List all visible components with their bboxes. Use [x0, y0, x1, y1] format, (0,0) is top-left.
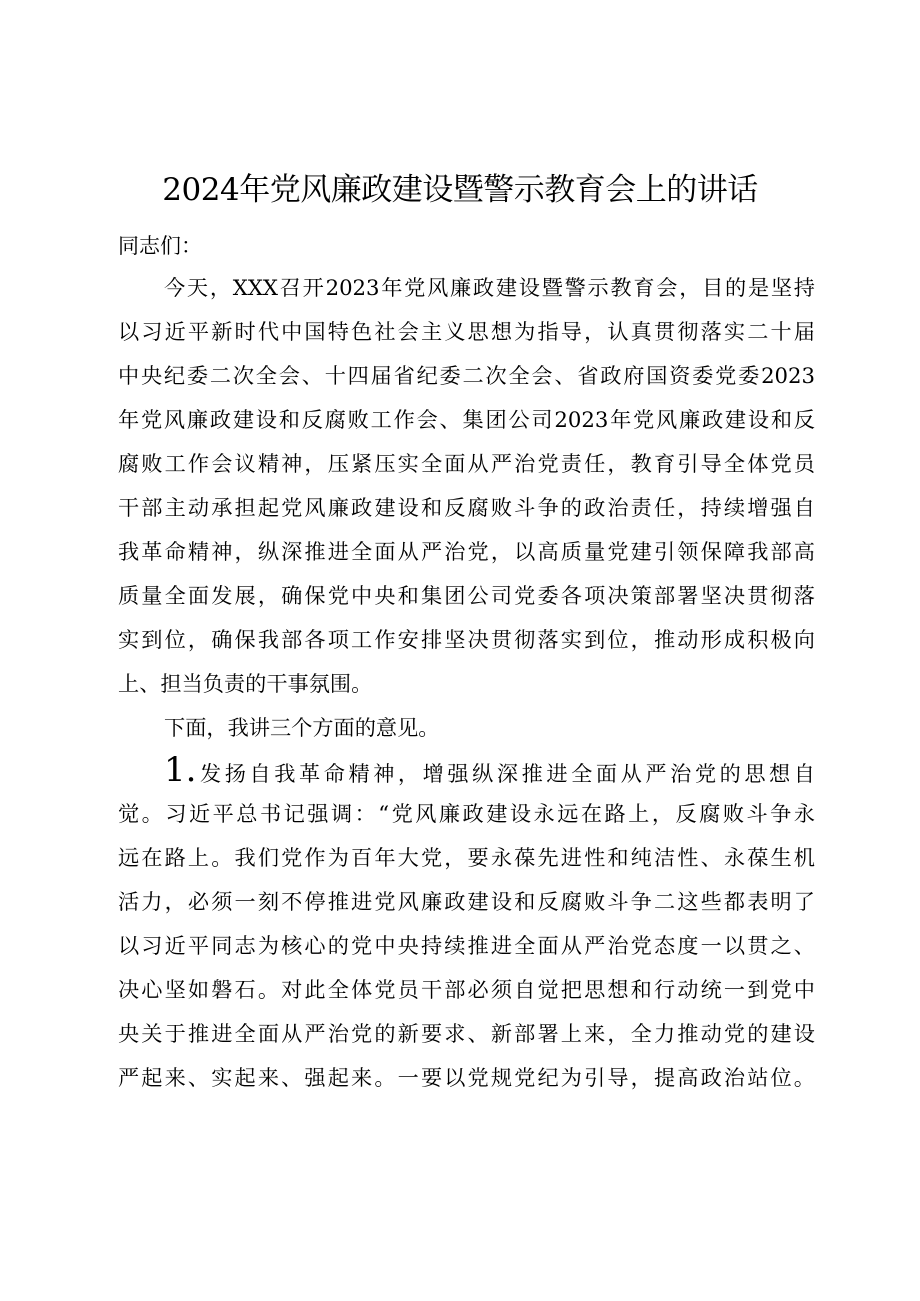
paragraph-line: 今天，XXX召开2023年党风廉政建设暨警示教育会，目的是坚持 [164, 275, 815, 300]
paragraph-line: 以习近平新时代中国特色社会主义思想为指导，认真贯彻落实二十届 [118, 319, 815, 344]
paragraph-line: 以习近平同志为核心的党中央持续推进全面从严治党态度一以贯之、 [118, 933, 815, 958]
paragraph-line: 实到位，确保我部各项工作安排坚决贯彻落实到位，推动形成积极向 [118, 627, 815, 652]
section-heading-text: 发扬自我革命精神，增强纵深推进全面从严治党的思想自 [196, 761, 815, 786]
paragraph-line: 决心坚如磐石。对此全体党员干部必须自觉把思想和行动统一到党中 [118, 977, 815, 1002]
paragraph-line: 腐败工作会议精神，压紧压实全面从严治党责任，教育引导全体党员 [118, 451, 815, 476]
paragraph-line: 活力，必须一刻不停推进党风廉政建设和反腐败斗争二这些都表明了 [118, 889, 815, 914]
paragraph-line: 远在路上。我们党作为百年大党，要永葆先进性和纯洁性、永葆生机 [118, 845, 815, 870]
paragraph-line: 质量全面发展，确保党中央和集团公司党委各项决策部署坚决贯彻落 [118, 583, 815, 608]
salutation: 同志们： [118, 234, 202, 258]
paragraph-line: 上、担当负责的干事氛围。 [118, 671, 373, 696]
paragraph-line: 年党风廉政建设和反腐败工作会、集团公司2023年党风廉政建设和反 [118, 407, 815, 432]
paragraph-line: 下面，我讲三个方面的意见。 [164, 715, 440, 740]
paragraph-line: 觉。习近平总书记强调：“党风廉政建设永远在路上，反腐败斗争永 [118, 801, 815, 826]
section-number: 1. [164, 750, 197, 790]
paragraph-line: 我革命精神，纵深推进全面从严治党，以高质量党建引领保障我部高 [118, 539, 815, 564]
paragraph-line: 央关于推进全面从严治党的新要求、新部署上来，全力推动党的建设 [118, 1021, 815, 1046]
section-heading-line [164, 748, 815, 792]
paragraph-line: 严起来、实起来、强起来。一要以党规党纪为引导，提高政治站位。 [118, 1065, 815, 1090]
paragraph-line: 中央纪委二次全会、十四届省纪委二次全会、省政府国资委党委2023 [118, 363, 815, 388]
document-title: 2024年党风廉政建设暨警示教育会上的讲话 [162, 172, 758, 208]
paragraph-line: 干部主动承担起党风廉政建设和反腐败斗争的政治责任，持续增强自 [118, 495, 815, 520]
